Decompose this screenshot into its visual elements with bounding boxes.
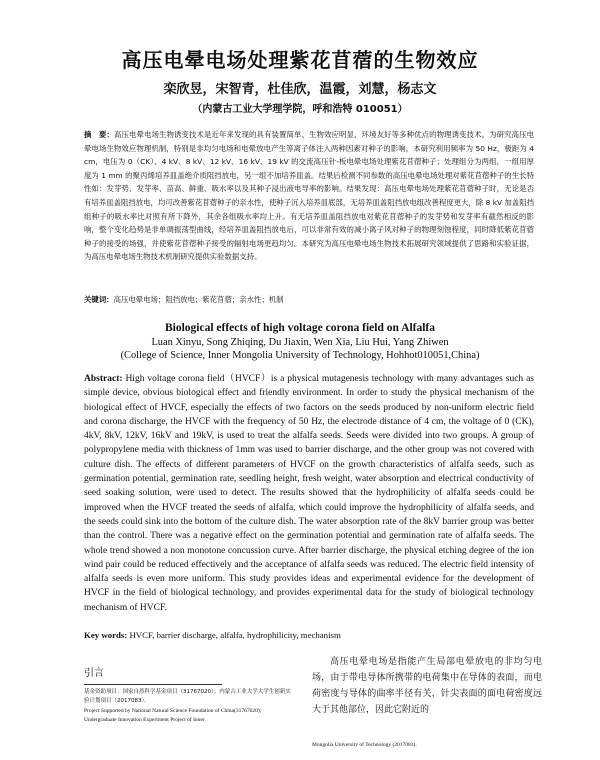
abstract-en-label: Abstract:: [84, 374, 123, 384]
keywords-cn-text: 高压电晕电场；阻挡放电；紫花苜蓿；亲水性；机制: [113, 295, 284, 304]
footnote-divider: [84, 684, 222, 685]
affiliation-cn: （内蒙古工业大学理学院，呼和浩特 010051）: [192, 104, 408, 115]
intro-heading: 引言: [84, 668, 104, 679]
keywords-cn-label: 关键词：: [84, 295, 114, 304]
keywords-cn: [84, 294, 534, 305]
authors-cn: 栾欣昱，宋智青，杜佳欣，温霞，刘慧，杨志文: [163, 82, 437, 97]
footnote: [84, 688, 294, 725]
footnote-cn: 基金资助项目：国家自然科学基金项目（31767020）；内蒙古工业大学大学生创新实验计划项目（2017083）。: [84, 689, 291, 705]
keywords-en-label: Key words:: [84, 630, 128, 640]
abstract-cn-text: 高压电晕电场生物诱变技术是近年来发现的具有装置简单、生物效应明显、环境友好等多种优点的物理诱变技术。为研究高压电晕电场生物效应物理机制，特别是非均匀电场和电晕放电产生等离子体注入两种因素对种子的影响，本研究利用频率为 50 Hz，极距为 4 cm，电压为 0（CK）、4 kV、8 kV、12 kV、16 kV、19 kV 的交流高压针-板电晕电场处理紫花苜蓿种子；处理组分为两组，一组用厚度为 1 mm 的聚丙烯培养皿盖绝介质阻挡放电，另一组不加培养皿盖。结果后检测不同参数的高压电晕电场处理对紫花苜蓿种子的生长特性如：发芽势、发芽率、苗高、鲜重、吸水率以及其种子浸出液电导率的影响。结果发现：高压电晕电场处理紫花苜蓿种子时，无论是否有培养皿盖阻挡放电，均可改善紫花苜蓿种子的亲水性，使种子沉入培养皿底部，无培养皿盖阻挡放电组改善程度更大，除 8 kV 加盖阻挡组种子的吸水率比对照有所下降外，其余各组吸水率均上升。有无培养皿盖阻挡放电对紫花苜蓿种子的发芽势和发芽率有截然相反的影响，整个变化趋势是非单调振荡型曲线，经培养皿盖阻挡放电后，可以非常有效的减小离子风对种子的物理刻蚀程度，同时降低紫花苜蓿种子的接受的场强，并使紫花苜蓿种子接受的辐射电场更趋均匀。本研究为高压电晕电场生物技术拓展研究领域提供了思路和实验证据，为高压电晕电场生物技术机制研究提供实验数据支持。: [84, 130, 534, 262]
authors-en: Luan Xinyu, Song Zhiqing, Du Jiaxin, Wen Xia, Liu Hui, Yang Zhiwen: [151, 337, 449, 348]
keywords-en: [84, 630, 534, 640]
abstract-cn-label: 摘 要：: [84, 130, 115, 139]
footnote-en-continued: Mongolia University of Technology (2017083).: [312, 742, 417, 748]
paper-title-en: Biological effects of high voltage corona field on Alfalfa: [164, 322, 435, 334]
abstract-en: [84, 372, 534, 615]
footnote-en: Project Supported by National Natural Science Foundation of China(31767020); Undergraduate Innovation Experiment Project of Inner: [84, 707, 262, 723]
abstract-cn: [84, 128, 534, 264]
keywords-en-text: HVCF, barrier discharge, alfalfa, hydrophilicity, mechanism: [129, 630, 341, 640]
abstract-en-text: High voltage corona field（HVCF）is a physical mutagenesis technology with many advantages such as simple device, obvious biological effect and friendly environment. In order to study the physical mechanism of the biological effect of HVCF, especially the effects of two factors on the seeds produced by non-uniform electric field and corona discharge, the HVCF with the frequency of 50 Hz, the electrode distance of 4 cm, the voltage of 0 (CK), 4kV, 8kV, 12kV, 16kV and 19kV, is used to treat the alfalfa seeds. Seeds were divided into two groups. A group of polypropylene media with thickness of 1mm was used to barrier discharge, and the other group was not covered with culture dish. The effects of different parameters of HVCF on the growth characteristics of alfalfa seeds, such as germination potential, germination rate, seedling height, fresh weight, water absorption and electrical conductivity of seed soaking solution, were used to detect. The results showed that the hydrophilicity of alfalfa seeds could be improved when the HVCF treated the seeds of alfalfa, which could improve the hydrophilicity of alfalfa seeds, and the seeds could sink into the bottom of the culture dish. The water absorption rate of the 8kV barrier group was better than the control. There was a negative effect on the germination potential and germination rate of alfalfa seeds. The whole trend showed a non monotone concussion curve. After barrier discharge, the physical etching degree of the ion wind pair could be reduced effectively and the acceptance of alfalfa seeds was reduced. The electric field intensity of alfalfa seeds is even more uniform. This study provides ideas and experimental evidence for the development of HVCF in the field of biological technology, and provides experimental data for the study of biological technology mechanism of HVCF.: [84, 374, 534, 613]
paper-title-cn: 高压电晕电场处理紫花苜蓿的生物效应: [121, 48, 479, 72]
intro-text: 高压电晕电场是指能产生局部电晕放电的非均匀电场，由于带电导体所携带的电荷集中在导体的表面，而电荷密度与导体的曲率半径有关，针尖表面的面电荷密度远大于其他部位，因此它附近的: [312, 657, 542, 715]
affiliation-en: (College of Science, Inner Mongolia University of Technology, Hohhot010051,China): [120, 350, 480, 361]
